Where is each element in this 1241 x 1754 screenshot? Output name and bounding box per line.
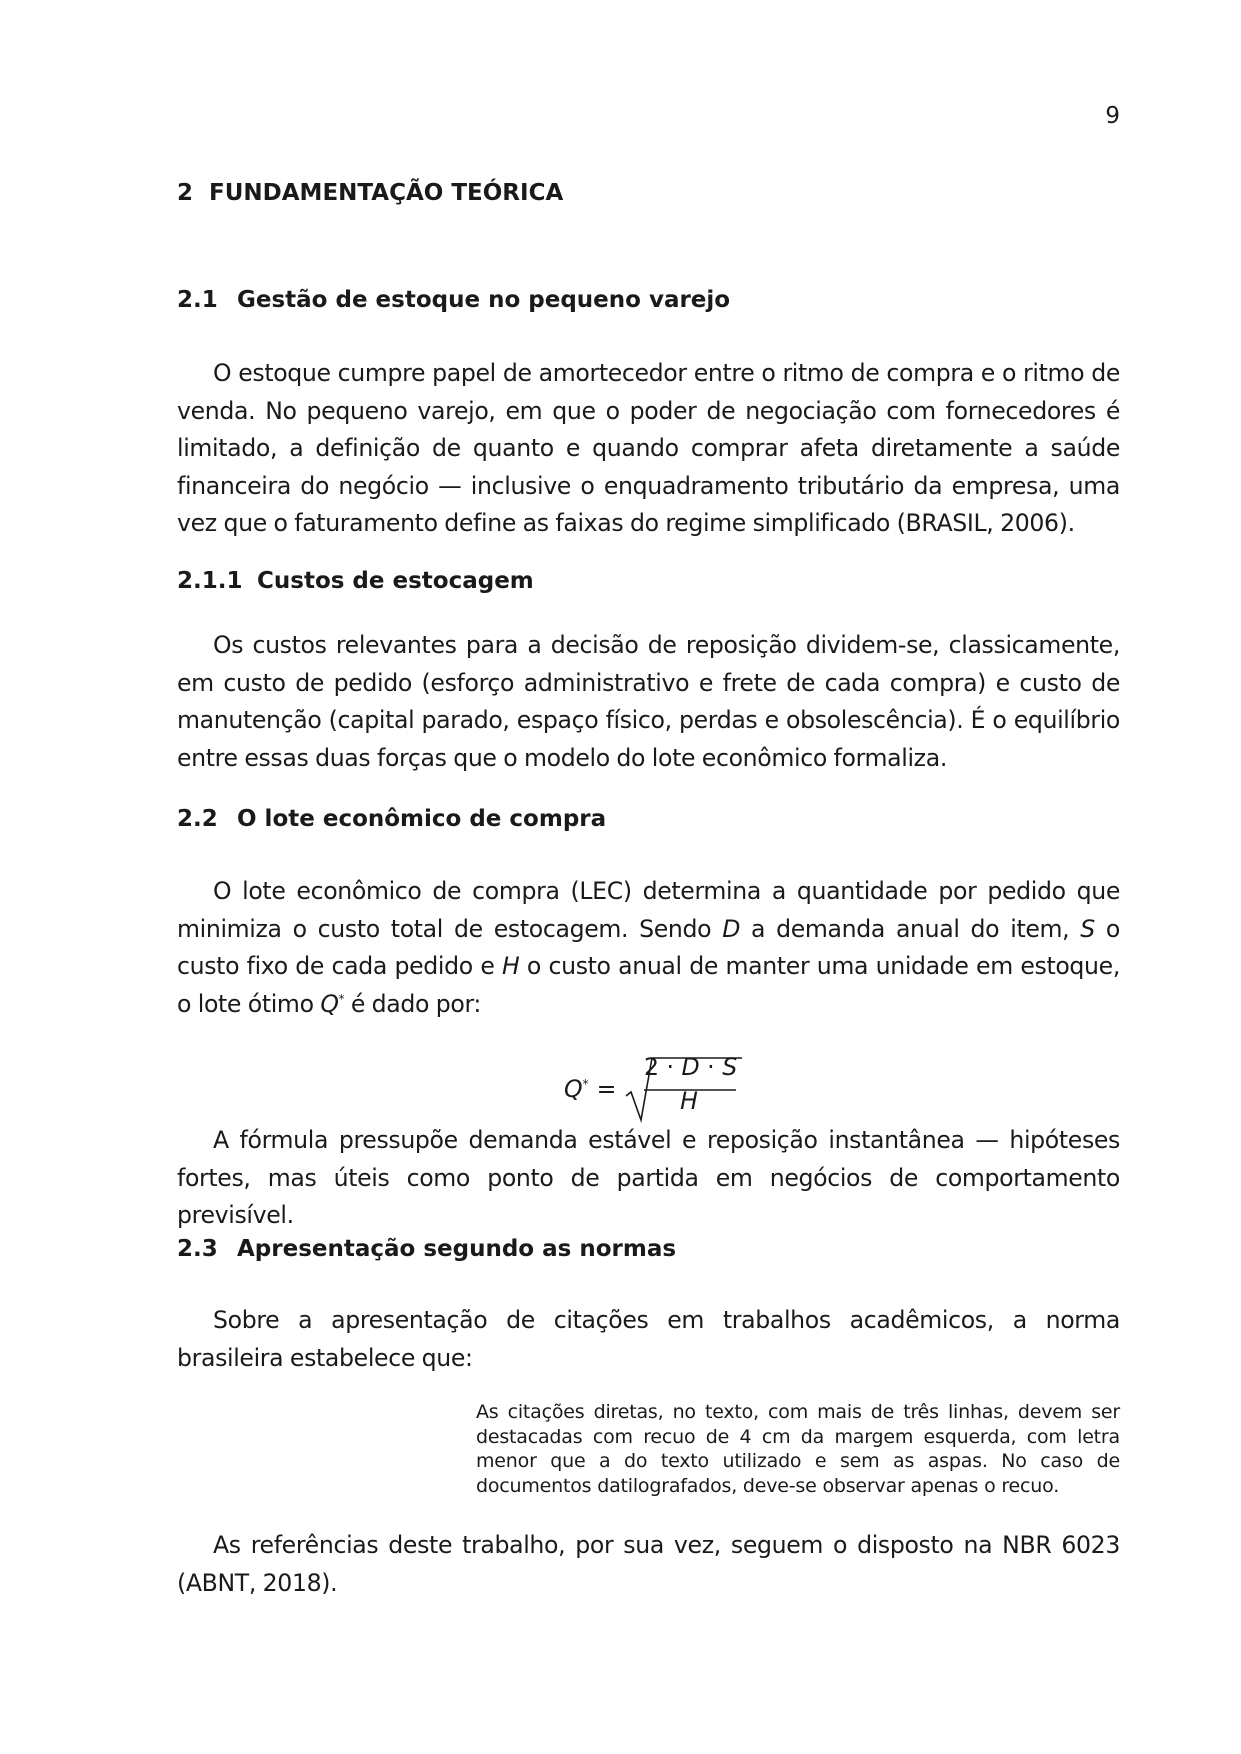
equation-q: Q xyxy=(564,1075,583,1103)
equation-numerator xyxy=(644,1053,738,1081)
section-number: 2.1.1 xyxy=(177,568,243,594)
section-number: 2.1 xyxy=(177,287,218,313)
section-heading-2-2 xyxy=(177,806,606,832)
paragraph-normas: Sobre a apresentação de citações em trabalhos acadêmicos, a norma brasileira estabelece que: xyxy=(177,1306,1120,1372)
equation-lhs xyxy=(564,1075,616,1103)
section-title: O lote econômico de compra xyxy=(237,806,607,832)
equals-sign: = xyxy=(596,1075,617,1103)
section-heading-2-1-1 xyxy=(177,568,534,594)
superscript-star: * xyxy=(338,991,345,1006)
section-heading-2-3 xyxy=(177,1236,676,1262)
chapter-title-text: FUNDAMENTAÇÃO TEÓRICA xyxy=(209,180,564,206)
page-number: 9 xyxy=(1105,103,1120,129)
num-d: D xyxy=(681,1053,700,1081)
section-title: Apresentação segundo as normas xyxy=(237,1236,677,1262)
chapter-number: 2 xyxy=(177,180,194,206)
variable-d: D xyxy=(722,914,741,943)
section-number: 2.3 xyxy=(177,1236,218,1262)
section-heading-2-1 xyxy=(177,287,730,313)
paragraph-formula: A fórmula pressupõe demanda estável e reposição instantânea — hipóteses fortes, mas úteis como ponto de partida em negócios de comportamento previsível. xyxy=(177,1126,1120,1229)
text-run: o custo anual de manter uma unidade em estoque, o lote ótimo xyxy=(177,952,1120,1018)
text-run: o custo fixo de cada pedido e xyxy=(177,914,1120,980)
chapter-title xyxy=(177,180,563,206)
variable-h: H xyxy=(502,952,520,980)
eoq-equation xyxy=(560,1053,760,1123)
paragraph-estoque: O estoque cumpre papel de amortecedor entre o ritmo de compra e o ritmo de venda. No pequeno varejo, em que o poder de negociação com fornecedores é limitado, a definição de quanto e quando comprar afeta diretamente a saúde financeira do negócio — inclusive o enquadramento tributário da empresa, uma vez que o faturamento define as faixas do regime simplificado (BRASIL, 2006). xyxy=(177,359,1120,537)
num-part: 2 · xyxy=(644,1053,682,1081)
block-quote: As citações diretas, no texto, com mais de três linhas, devem ser destacadas com recuo de 4 cm da margem esquerda, com letra menor que a do texto utilizado e sem as aspas. No caso de documentos datilografados, deve-se observar apenas o recuo. xyxy=(476,1401,1120,1497)
equation-denominator: H xyxy=(680,1087,698,1115)
num-s: S xyxy=(722,1053,738,1081)
variable-q: Q xyxy=(320,989,339,1018)
equation-superscript: * xyxy=(582,1077,589,1092)
num-part: · xyxy=(699,1053,723,1081)
paragraph-custos: Os custos relevantes para a decisão de reposição dividem-se, classicamente, em custo de pedido (esforço administrativo e frete de cada compra) e custo de manutenção (capital parado, espaço físico, perdas e obsolescência). É o equilíbrio entre essas duas forças que o modelo do lote econômico formaliza. xyxy=(177,631,1120,772)
section-title: Gestão de estoque no pequeno varejo xyxy=(237,287,731,313)
text-run: O lote econômico de compra (LEC) determina a quantidade por pedido que minimiza o custo total de estocagem. Sendo xyxy=(177,877,1120,943)
paragraph-lec xyxy=(177,873,1120,1023)
section-number: 2.2 xyxy=(177,806,218,832)
text-run: a demanda anual do item, xyxy=(740,914,1081,943)
paragraph-referencias: As referências deste trabalho, por sua vez, seguem o disposto na NBR 6023 (ABNT, 2018). xyxy=(177,1531,1120,1597)
text-run: é dado por: xyxy=(344,989,482,1018)
variable-s: S xyxy=(1080,914,1095,943)
section-title: Custos de estocagem xyxy=(257,568,534,594)
